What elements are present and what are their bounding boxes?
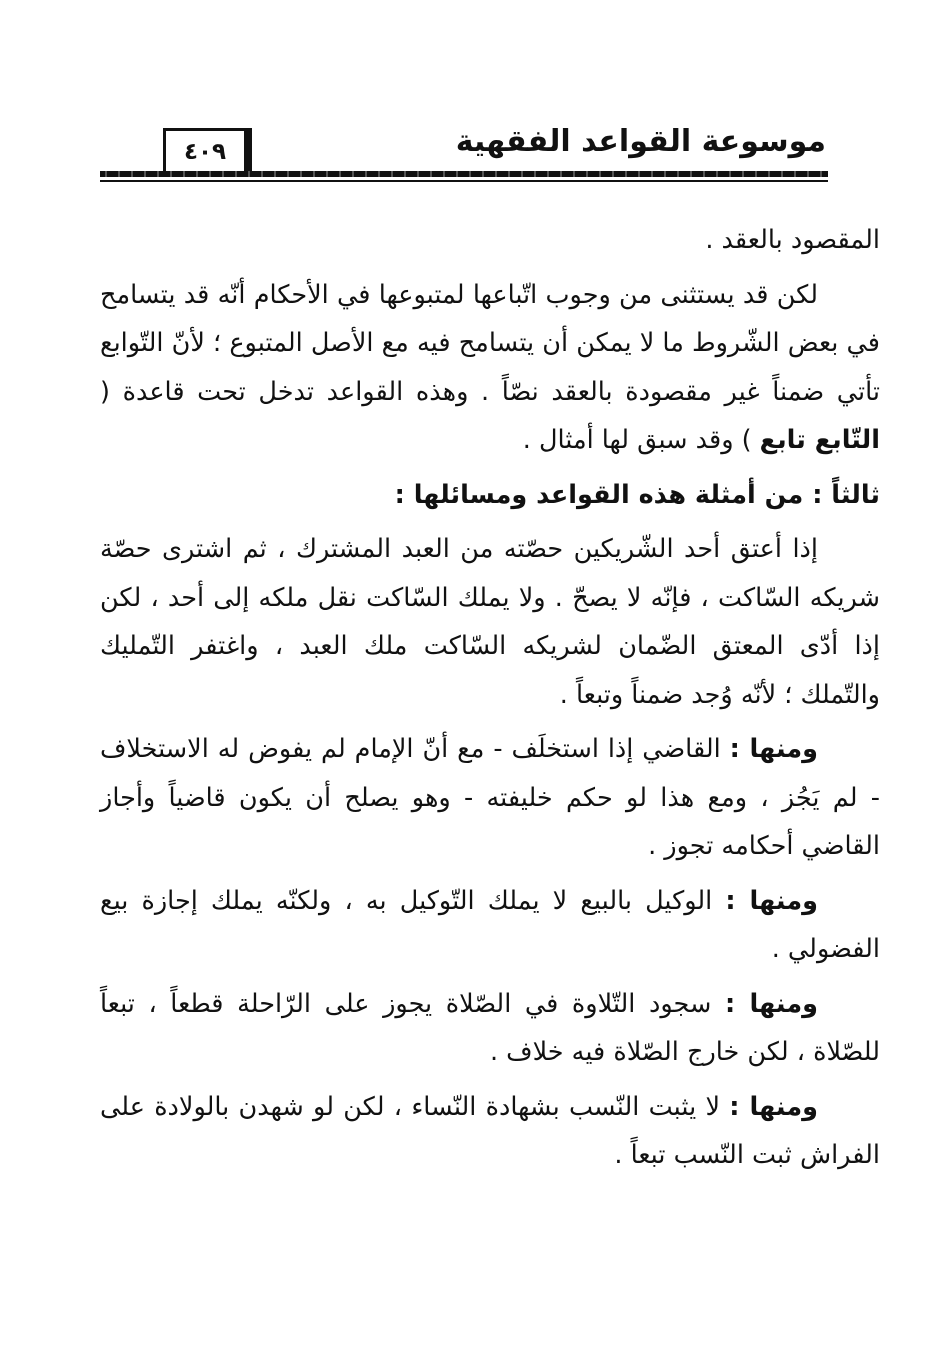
lead-word-4: ومنها : (729, 734, 818, 764)
header-rule-thin (100, 180, 828, 182)
lead-word-7: ومنها : (729, 1091, 818, 1122)
paragraph-6 (100, 980, 880, 1077)
paragraph-4-text: القاضي إذا استخلَف - مع أنّ الإمام لم يفوض له الاستخلاف - لم يَجُز ، ومع هذا لو حكم خليفته - وهو يصلح أن يكون قاضياً وأجاز القاضي أحكامه تجوز . (100, 734, 880, 861)
paragraph-2-text-b: ) وقد سبق لها أمثال . (522, 425, 752, 455)
lead-word-5: ومنها : (725, 885, 818, 916)
lead-word-6: ومنها : (724, 988, 818, 1019)
page-number-box (163, 128, 247, 172)
page-header (0, 0, 938, 200)
rule-name: التّابع تابع (759, 425, 880, 455)
paragraph-7 (100, 1083, 880, 1180)
paragraph-2 (100, 271, 880, 465)
paragraph-6-text: سجود التّلاوة في الصّلاة يجوز على الرّاحلة قطعاً ، تبعاً للصّلاة ، لكن خارج الصّلاة فيه خلاف . (100, 988, 880, 1067)
paragraph-4 (100, 725, 880, 871)
page-number: ٤٠٩ (183, 138, 227, 165)
paragraph-5 (100, 877, 880, 974)
page-body (100, 216, 880, 1180)
paragraph-2-text-a: لكن قد يستثنى من وجوب اتّباعها لمتبوعها في الأحكام أنّه قد يتسامح في بعض الشّروط ما لا يمكن أن يتسامح فيه مع الأصل المتبوع ؛ لأنّ التّوابع تأتي ضمناً غير مقصودة بالعقد نصّاً . وهذه القواعد تدخل تحت قاعدة ( (100, 279, 880, 407)
paragraph-1: المقصود بالعقد . (705, 225, 880, 255)
paragraph-3: إذا أعتق أحد الشّريكين حصّته من العبد المشترك ، ثم اشترى حصّة شريكه السّاكت ، فإنّه لا يصحّ . ولا يملك السّاكت نقل ملكه إلى أحد ، لكن إذا أدّى المعتق الضّمان لشريكه السّاكت ملك العبد ، واغتفر التّمليك والتّملك ؛ لأنّه وُجد ضمناً وتبعاً . (100, 534, 880, 710)
paragraph-7-text: لا يثبت النّسب بشهادة النّساء ، لكن لو شهدن بالولادة على الفراش ثبت النّسب تبعاً . (100, 1091, 880, 1170)
paragraph-5-text: الوكيل بالبيع لا يملك التّوكيل به ، ولكنّه يملك إجازة بيع الفضولي . (100, 885, 880, 964)
header-rule-thick (100, 171, 828, 177)
section-heading: ثالثاً : من أمثلة هذه القواعد ومسائلها : (394, 479, 880, 510)
running-title: موسوعة القواعد الفقهية (455, 124, 826, 159)
